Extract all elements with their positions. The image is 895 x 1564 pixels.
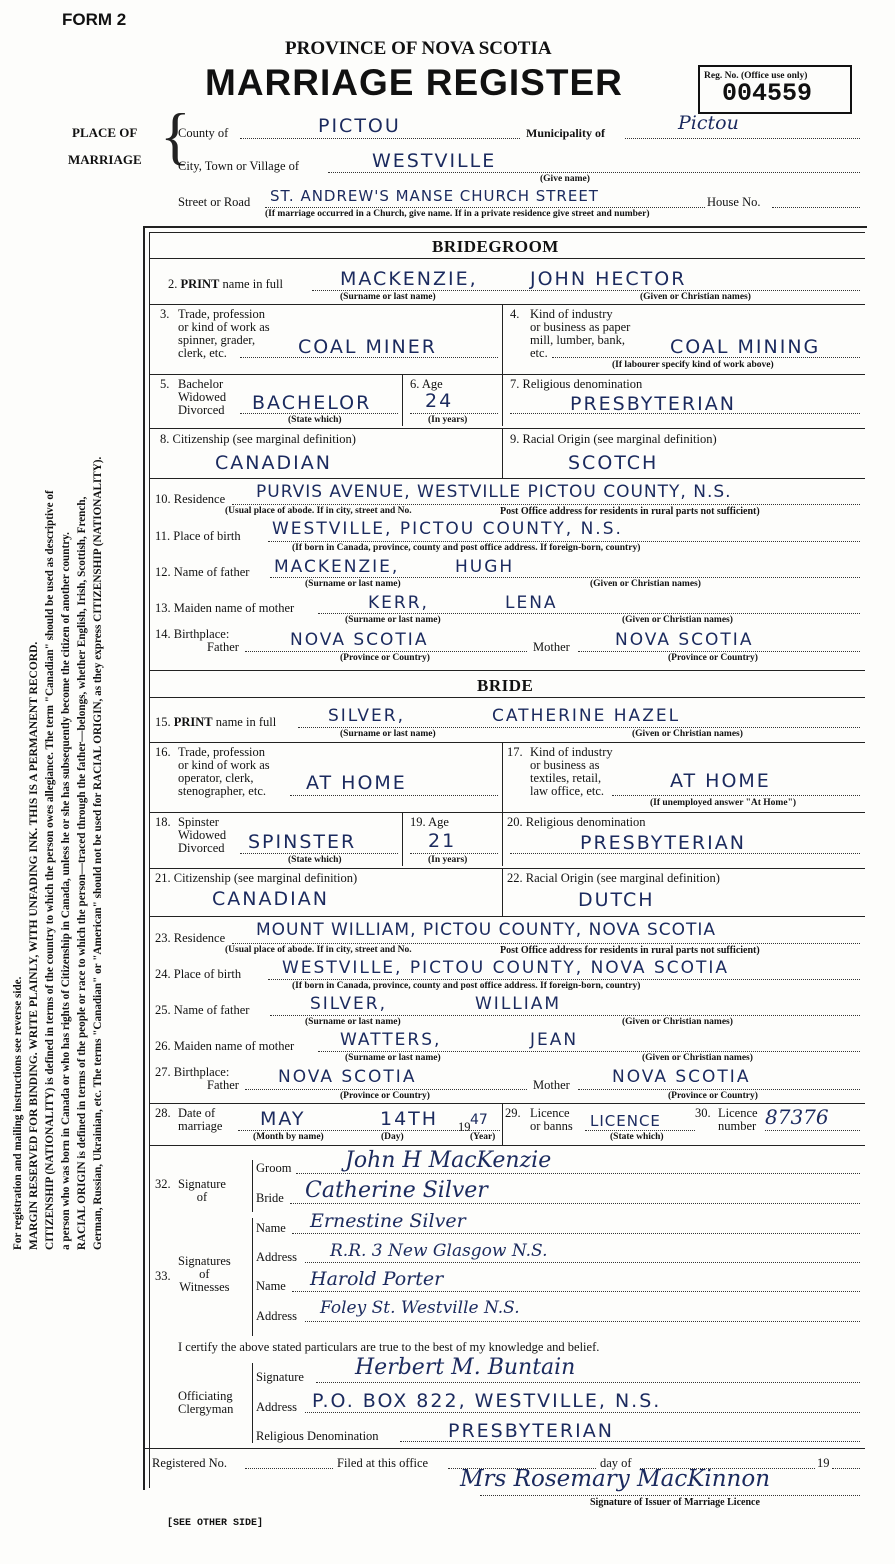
certify-text: I certify the above stated particulars are true to the best of my knowledge and belief.: [178, 1340, 600, 1354]
street-value: ST. ANDREW'S MANSE CHURCH STREET: [270, 187, 599, 205]
place-brace: {: [160, 100, 191, 171]
groom-sig-label: Groom: [256, 1161, 292, 1175]
q3-num: 3.: [160, 307, 170, 321]
q4-num: 4.: [510, 307, 520, 321]
page-title: MARRIAGE REGISTER: [205, 62, 623, 103]
q25-num: 25.: [155, 1003, 171, 1017]
q23-label: [155, 932, 225, 945]
groom-surname: MACKENZIE,: [340, 268, 478, 290]
q17-label: Kind of industry or business as textiles, retail, law office, etc.: [530, 745, 613, 798]
surname-hint: (Surname or last name): [340, 292, 436, 302]
q30-num: 30.: [695, 1106, 711, 1120]
father-given-hint: (Given or Christian names): [590, 579, 701, 589]
w2-name-label: Name: [256, 1279, 286, 1293]
groom-mother-birth: NOVA SCOTIA: [615, 630, 754, 650]
q27-text: Birthplace:: [173, 1065, 230, 1079]
form-label: FORM 2: [62, 10, 127, 29]
bride-residence-hint-a: (Usual place of abode. If in city, street and No.: [225, 945, 412, 955]
see-other-side: [SEE OTHER SIDE]: [167, 1518, 264, 1529]
bride-age: 21: [428, 830, 457, 852]
bride-signature: Catherine Silver: [305, 1178, 488, 1203]
q13-num: 13.: [155, 601, 171, 615]
groom-trade: COAL MINER: [298, 336, 437, 358]
q2-num: 2.: [168, 277, 178, 291]
bride-mother-given: JEAN: [530, 1030, 579, 1050]
q4-label: Kind of industry or business as paper mill, lumber, bank, etc.: [530, 307, 631, 360]
groom-racial: SCOTCH: [568, 452, 659, 474]
q13-label: [155, 602, 294, 615]
clergy-signature: Herbert M. Buntain: [355, 1355, 576, 1380]
prov-hint-father: (Province or Country): [340, 653, 430, 663]
groom-age: 24: [425, 390, 454, 412]
q13-text: Maiden name of mother: [173, 601, 295, 615]
q12-text: Name of father: [173, 565, 250, 579]
bride-in-years: (In years): [428, 855, 468, 865]
q6-text: Age: [421, 377, 443, 391]
city-value: WESTVILLE: [372, 150, 497, 172]
witness1-name: Ernestine Silver: [310, 1210, 466, 1232]
province-heading: PROVINCE OF NOVA SCOTIA: [285, 38, 552, 59]
street-note: (If marriage occurred in a Church, give name. If in a private residence give street and number): [265, 209, 650, 219]
witness1-address: R.R. 3 New Glasgow N.S.: [330, 1241, 548, 1261]
q4-hint: (If labourer specify kind of work above): [612, 360, 774, 370]
give-name-hint: (Give name): [540, 174, 590, 184]
bride-header: BRIDE: [477, 676, 534, 695]
year-hint: (Year): [470, 1132, 496, 1142]
q2-text: name in full: [222, 277, 283, 291]
place-label-1: PLACE OF: [72, 125, 138, 140]
residence-hint-b: Post Office address for residents in rural parts not sufficient): [500, 506, 760, 517]
issuer-label: Signature of Issuer of Marriage Licence: [590, 1497, 760, 1508]
marriage-year: 47: [470, 1112, 488, 1128]
q12-label: [155, 566, 249, 579]
q27-num: 27.: [155, 1065, 171, 1079]
bride-father-given: WILLIAM: [475, 994, 562, 1014]
mother-surname-hint: (Surname or last name): [345, 615, 441, 625]
q22-label: [507, 872, 720, 885]
groom-father-given: HUGH: [455, 557, 515, 577]
clergy-sig-label: Signature: [256, 1370, 304, 1384]
q26-num: 26.: [155, 1039, 171, 1053]
bride-sig-label: Bride: [256, 1191, 284, 1205]
q9-label: [510, 433, 717, 446]
q32-label: Signature of: [178, 1177, 226, 1204]
q15-print: PRINT: [173, 715, 213, 729]
groom-father-surname: MACKENZIE,: [274, 557, 400, 577]
q16-num: 16.: [155, 745, 171, 759]
bride-citizenship: CANADIAN: [212, 888, 329, 910]
nineteen-label: 19: [817, 1456, 830, 1470]
bride-given-hint: (Given or Christian names): [632, 729, 743, 739]
q6-num: 6.: [410, 377, 420, 391]
licence-number: 87376: [765, 1105, 829, 1129]
bride-birthplace: WESTVILLE, PICTOU COUNTY, NOVA SCOTIA: [282, 958, 730, 978]
q2-label: [168, 278, 283, 291]
bride-mother-given-hint: (Given or Christian names): [642, 1053, 753, 1063]
bride-trade: AT HOME: [306, 772, 407, 794]
q33-num: 33.: [155, 1269, 171, 1283]
margin-line-3: CITIZENSHIP (NATIONALITY) is defined in terms of the country to which the person owes allegiance. The term "Canadian" should be used as descriptive of: [44, 490, 56, 1250]
margin-line-6: German, Russian, Ukrainian, etc. The terms "Canadian" or "American" should not be used for RACIAL ORIGIN, as they express CITIZENSHIP (NATIONALITY).: [92, 456, 104, 1250]
q27-father: Father: [207, 1078, 239, 1092]
q16-label: Trade, profession or kind of work as operator, clerk, stenographer, etc.: [178, 745, 270, 798]
q11-label: [155, 530, 241, 543]
bride-religion: PRESBYTERIAN: [580, 832, 746, 854]
clergy-address-label: Address: [256, 1400, 297, 1414]
bridegroom-header: BRIDEGROOM: [432, 237, 559, 256]
city-label: City, Town or Village of: [178, 159, 300, 173]
margin-line-5: RACIAL ORIGIN is defined in terms of the people or race to which the person—traced through the father—belongs, whether English, Irish, Scottish, French,: [76, 496, 88, 1250]
issuer-signature: Mrs Rosemary MacKinnon: [460, 1466, 771, 1492]
bride-state-which: (State which): [288, 855, 342, 865]
q8-num: 8.: [160, 432, 170, 446]
bride-mother-surname-hint: (Surname or last name): [345, 1053, 441, 1063]
bride-mother-surname: WATTERS,: [340, 1030, 442, 1050]
bride-father-surname-hint: (Surname or last name): [305, 1017, 401, 1027]
q5-label: Bachelor Widowed Divorced: [178, 377, 227, 417]
licence-type: LICENCE: [590, 1112, 661, 1130]
bride-father-surname: SILVER,: [310, 994, 387, 1014]
q21-label: [155, 872, 357, 885]
q24-num: 24.: [155, 967, 171, 981]
house-label: House No.: [707, 195, 761, 209]
reg-no-box: [698, 65, 852, 114]
bride-residence: MOUNT WILLIAM, PICTOU COUNTY, NOVA SCOTIA: [256, 920, 717, 940]
bride-father-given-hint: (Given or Christian names): [622, 1017, 733, 1027]
reg-no-label: Reg. No. (Office use only): [704, 71, 808, 81]
q8-text: Citizenship (see marginal definition): [172, 432, 356, 446]
municipality-label: Municipality of: [526, 126, 606, 140]
q24-text: Place of birth: [173, 967, 242, 981]
q22-num: 22.: [507, 871, 523, 885]
groom-residence: PURVIS AVENUE, WESTVILLE PICTOU COUNTY, N.S.: [256, 482, 732, 502]
q29-num: 29.: [505, 1106, 521, 1120]
in-years-hint: (In years): [428, 415, 468, 425]
reg-no-value: 004559: [722, 79, 813, 108]
county-value: PICTOU: [318, 115, 401, 137]
q32-num: 32.: [155, 1177, 171, 1191]
clergy-address: P.O. BOX 822, WESTVILLE, N.S.: [312, 1390, 662, 1412]
street-label: Street or Road: [178, 195, 251, 209]
groom-status: BACHELOR: [252, 392, 372, 414]
groom-signature: John H MacKenzie: [345, 1148, 552, 1173]
groom-birthplace: WESTVILLE, PICTOU COUNTY, N.S.: [272, 519, 623, 539]
q23-num: 23.: [155, 931, 171, 945]
bride-residence-hint-b: Post Office address for residents in rural parts not sufficient): [500, 945, 760, 956]
q20-num: 20.: [507, 815, 523, 829]
q15-text: name in full: [215, 715, 277, 729]
q27-mother: Mother: [533, 1078, 570, 1092]
bride-prov-hint-father: (Province or Country): [340, 1091, 430, 1101]
q28-num: 28.: [155, 1106, 171, 1120]
q9-text: Racial Origin (see marginal definition): [522, 432, 717, 446]
groom-mother-given: LENA: [505, 593, 558, 613]
q14-mother: Mother: [533, 640, 570, 654]
q15-num: 15.: [155, 715, 171, 729]
groom-given: JOHN HECTOR: [530, 268, 687, 290]
groom-citizenship: CANADIAN: [215, 452, 332, 474]
father-surname-hint: (Surname or last name): [305, 579, 401, 589]
bride-status: SPINSTER: [248, 831, 357, 853]
q26-text: Maiden name of mother: [173, 1039, 295, 1053]
licence-state-which: (State which): [610, 1132, 664, 1142]
w1-name-label: Name: [256, 1221, 286, 1235]
q14-father: Father: [207, 640, 239, 654]
q22-text: Racial Origin (see marginal definition): [525, 871, 720, 885]
day-hint: (Day): [381, 1132, 404, 1142]
clergy-label: Officiating Clergyman: [178, 1389, 234, 1416]
q25-label: [155, 1004, 249, 1017]
q10-num: 10.: [155, 492, 171, 506]
bride-surname-hint: (Surname or last name): [340, 729, 436, 739]
q26-label: [155, 1040, 294, 1053]
q7-label: [510, 378, 642, 391]
given-hint: (Given or Christian names): [640, 292, 751, 302]
q18-num: 18.: [155, 815, 171, 829]
groom-father-birth: NOVA SCOTIA: [290, 630, 429, 650]
bride-racial: DUTCH: [578, 889, 655, 911]
birth-hint: (If born in Canada, province, county and post office address. If foreign-born, country): [292, 543, 641, 553]
witness2-name: Harold Porter: [310, 1268, 444, 1290]
mother-given-hint: (Given or Christian names): [622, 615, 733, 625]
marriage-day: 14TH: [380, 1108, 439, 1130]
q17-num: 17.: [507, 745, 523, 759]
q20-text: Religious denomination: [525, 815, 646, 829]
groom-mother-surname: KERR,: [368, 593, 429, 613]
q9-num: 9.: [510, 432, 520, 446]
clergy-religion: PRESBYTERIAN: [448, 1420, 614, 1442]
prov-hint-mother: (Province or Country): [668, 653, 758, 663]
q17-hint: (If unemployed answer "At Home"): [650, 798, 797, 808]
q21-text: Citizenship (see marginal definition): [173, 871, 358, 885]
w2-address-label: Address: [256, 1309, 297, 1323]
w1-address-label: Address: [256, 1250, 297, 1264]
residence-hint-a: (Usual place of abode. If in city, street and No.: [225, 506, 412, 516]
bride-prov-hint-mother: (Province or Country): [668, 1091, 758, 1101]
clergy-relig-label: Religious Denomination: [256, 1429, 379, 1443]
q15-label: [155, 716, 276, 729]
month-hint: (Month by name): [253, 1132, 324, 1142]
margin-line-2: MARGIN RESERVED FOR BINDING. WRITE PLAINLY, WITH UNFADING INK. THIS IS A PERMANENT RECORD.: [28, 641, 40, 1250]
q23-text: Residence: [173, 931, 226, 945]
q11-num: 11.: [155, 529, 171, 543]
state-which-hint: (State which): [288, 415, 342, 425]
margin-line-1: For registration and mailing instructions see reverse side.: [12, 976, 24, 1250]
marriage-month: MAY: [260, 1108, 306, 1130]
q7-num: 7.: [510, 377, 520, 391]
q28-label: Date of marriage: [178, 1106, 223, 1133]
county-label: County of: [178, 126, 229, 140]
q19-num: 19.: [410, 815, 426, 829]
filed-label: Filed at this office: [337, 1456, 429, 1470]
place-label-2: MARRIAGE: [68, 152, 142, 167]
bride-mother-birth: NOVA SCOTIA: [612, 1067, 751, 1087]
bride-father-birth: NOVA SCOTIA: [278, 1067, 417, 1087]
q24-label: [155, 968, 241, 981]
q18-label: Spinster Widowed Divorced: [178, 815, 227, 855]
q14-text: Birthplace:: [173, 627, 230, 641]
bride-industry: AT HOME: [670, 770, 771, 792]
groom-industry: COAL MINING: [670, 336, 821, 358]
q8-label: [160, 433, 356, 446]
q33-label: Signatures of Witnesses: [178, 1254, 231, 1294]
q19-text: Age: [428, 815, 449, 829]
margin-line-4: a person who was born in Canada or who has rights of Citizenship in Canada, unless he or she has subsequently become the citizen of another country.: [60, 532, 72, 1250]
groom-religion: PRESBYTERIAN: [570, 393, 736, 415]
margin-instructions: [10, 50, 106, 1250]
q21-num: 21.: [155, 871, 171, 885]
q20-label: [507, 816, 646, 829]
day-of-label: day of: [600, 1456, 632, 1470]
q25-text: Name of father: [173, 1003, 250, 1017]
q19-label: [410, 816, 449, 829]
q7-text: Religious denomination: [522, 377, 643, 391]
q14-num: 14.: [155, 627, 171, 641]
marriage-year-prefix: 19: [458, 1120, 471, 1134]
q12-num: 12.: [155, 565, 171, 579]
bride-given: CATHERINE HAZEL: [492, 706, 681, 726]
q10-text: Residence: [173, 492, 226, 506]
q3-label: Trade, profession or kind of work as spinner, grader, clerk, etc.: [178, 307, 270, 360]
q30-label: Licence number: [718, 1106, 758, 1133]
witness2-address: Foley St. Westville N.S.: [320, 1298, 520, 1318]
municipality-value: Pictou: [678, 112, 739, 134]
bride-birth-hint: (If born in Canada, province, county and post office address. If foreign-born, country): [292, 981, 641, 991]
q29-label: Licence or banns: [530, 1106, 573, 1133]
q11-text: Place of birth: [173, 529, 241, 543]
q2-print: PRINT: [180, 277, 220, 291]
registered-label: Registered No.: [152, 1456, 227, 1470]
q5-num: 5.: [160, 377, 170, 391]
q10-label: [155, 493, 225, 506]
bride-surname: SILVER,: [328, 706, 405, 726]
